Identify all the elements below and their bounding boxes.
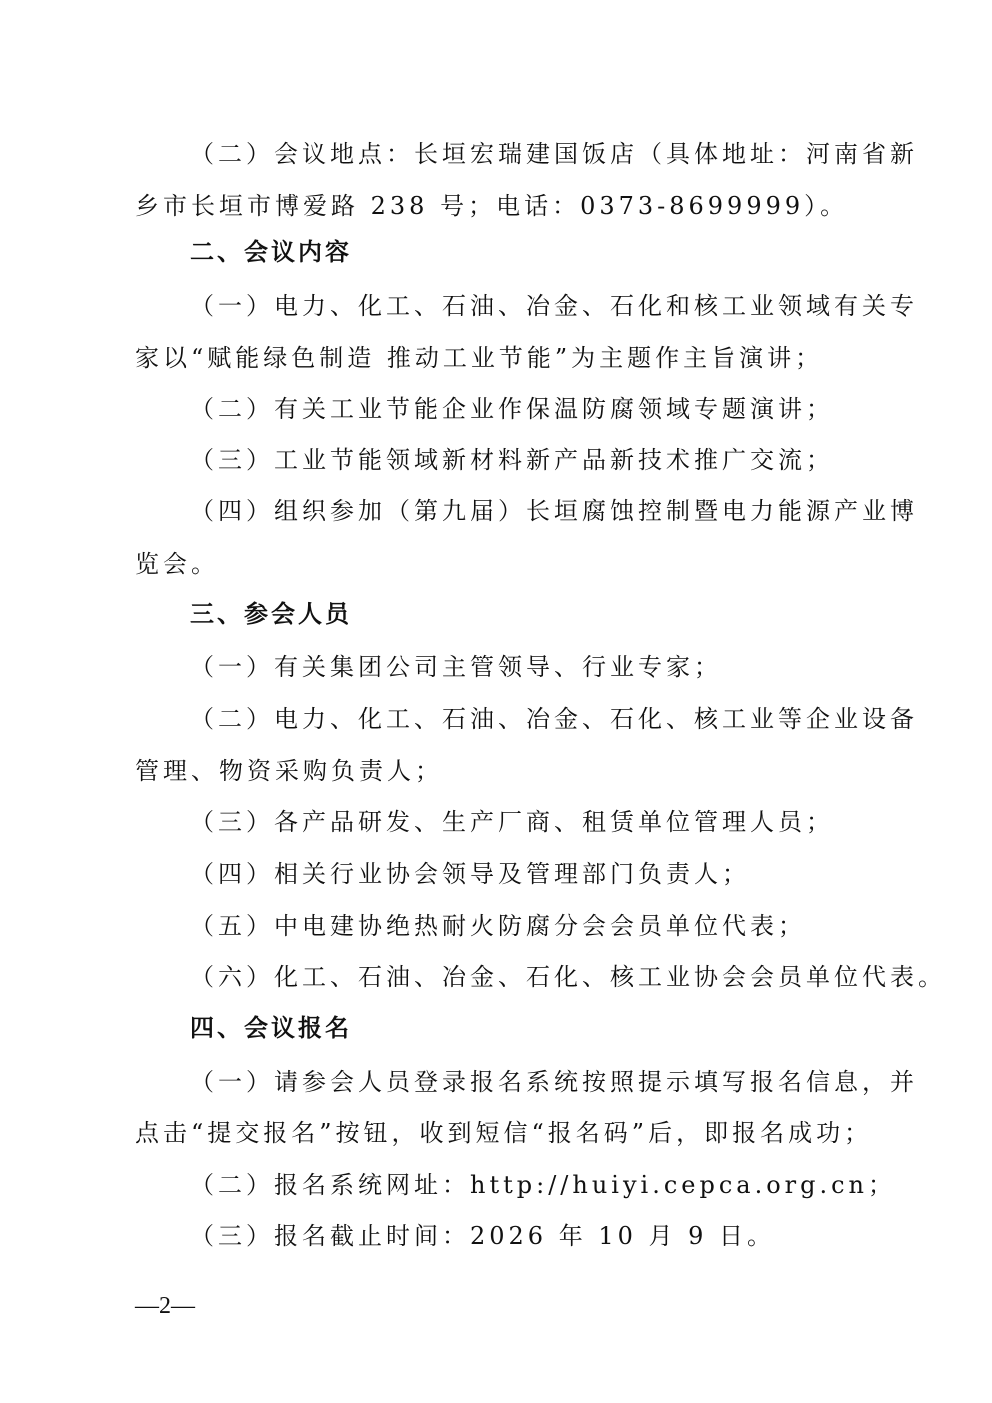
content-item-4-line-2: 览会。 [135,550,219,578]
content-item-4-line-1: （四）组织参加（第九届）长垣腐蚀控制暨电力能源产业博 [190,497,918,525]
attendee-item-6: （六）化工、石油、冶金、石化、核工业协会会员单位代表。 [190,963,946,991]
venue-line-2: 乡市长垣市博爱路 238 号；电话：0373-8699999）。 [135,192,849,220]
content-item-1-line-2: 家以“赋能绿色制造 推动工业节能”为主题作主旨演讲； [135,344,824,372]
registration-item-1-line-2: 点击“提交报名”按钮，收到短信“报名码”后，即报名成功； [135,1119,873,1147]
attendee-item-1: （一）有关集团公司主管领导、行业专家； [190,653,722,681]
section-heading-attendees: 三、参会人员 [190,600,352,628]
attendee-item-2-line-1: （二）电力、化工、石油、冶金、石化、核工业等企业设备 [190,705,918,733]
attendee-item-3: （三）各产品研发、生产厂商、租赁单位管理人员； [190,808,834,836]
attendee-item-5: （五）中电建协绝热耐火防腐分会会员单位代表； [190,912,806,940]
registration-item-1-line-1: （一）请参会人员登录报名系统按照提示填写报名信息，并 [190,1068,918,1096]
section-heading-registration: 四、会议报名 [190,1014,352,1042]
content-item-2: （二）有关工业节能企业作保温防腐领域专题演讲； [190,395,834,423]
content-item-3: （三）工业节能领域新材料新产品新技术推广交流； [190,446,834,474]
venue-line-1: （二）会议地点：长垣宏瑞建国饭店（具体地址：河南省新 [190,140,918,168]
registration-item-2: （二）报名系统网址：http://huiyi.cepca.org.cn； [190,1171,897,1199]
attendee-item-4: （四）相关行业协会领导及管理部门负责人； [190,860,750,888]
registration-item-3: （三）报名截止时间：2026 年 10 月 9 日。 [190,1222,776,1250]
content-item-1-line-1: （一）电力、化工、石油、冶金、石化和核工业领域有关专 [190,292,918,320]
page-number: —2— [135,1293,195,1319]
attendee-item-2-line-2: 管理、物资采购负责人； [135,757,443,785]
section-heading-content: 二、会议内容 [190,238,352,266]
